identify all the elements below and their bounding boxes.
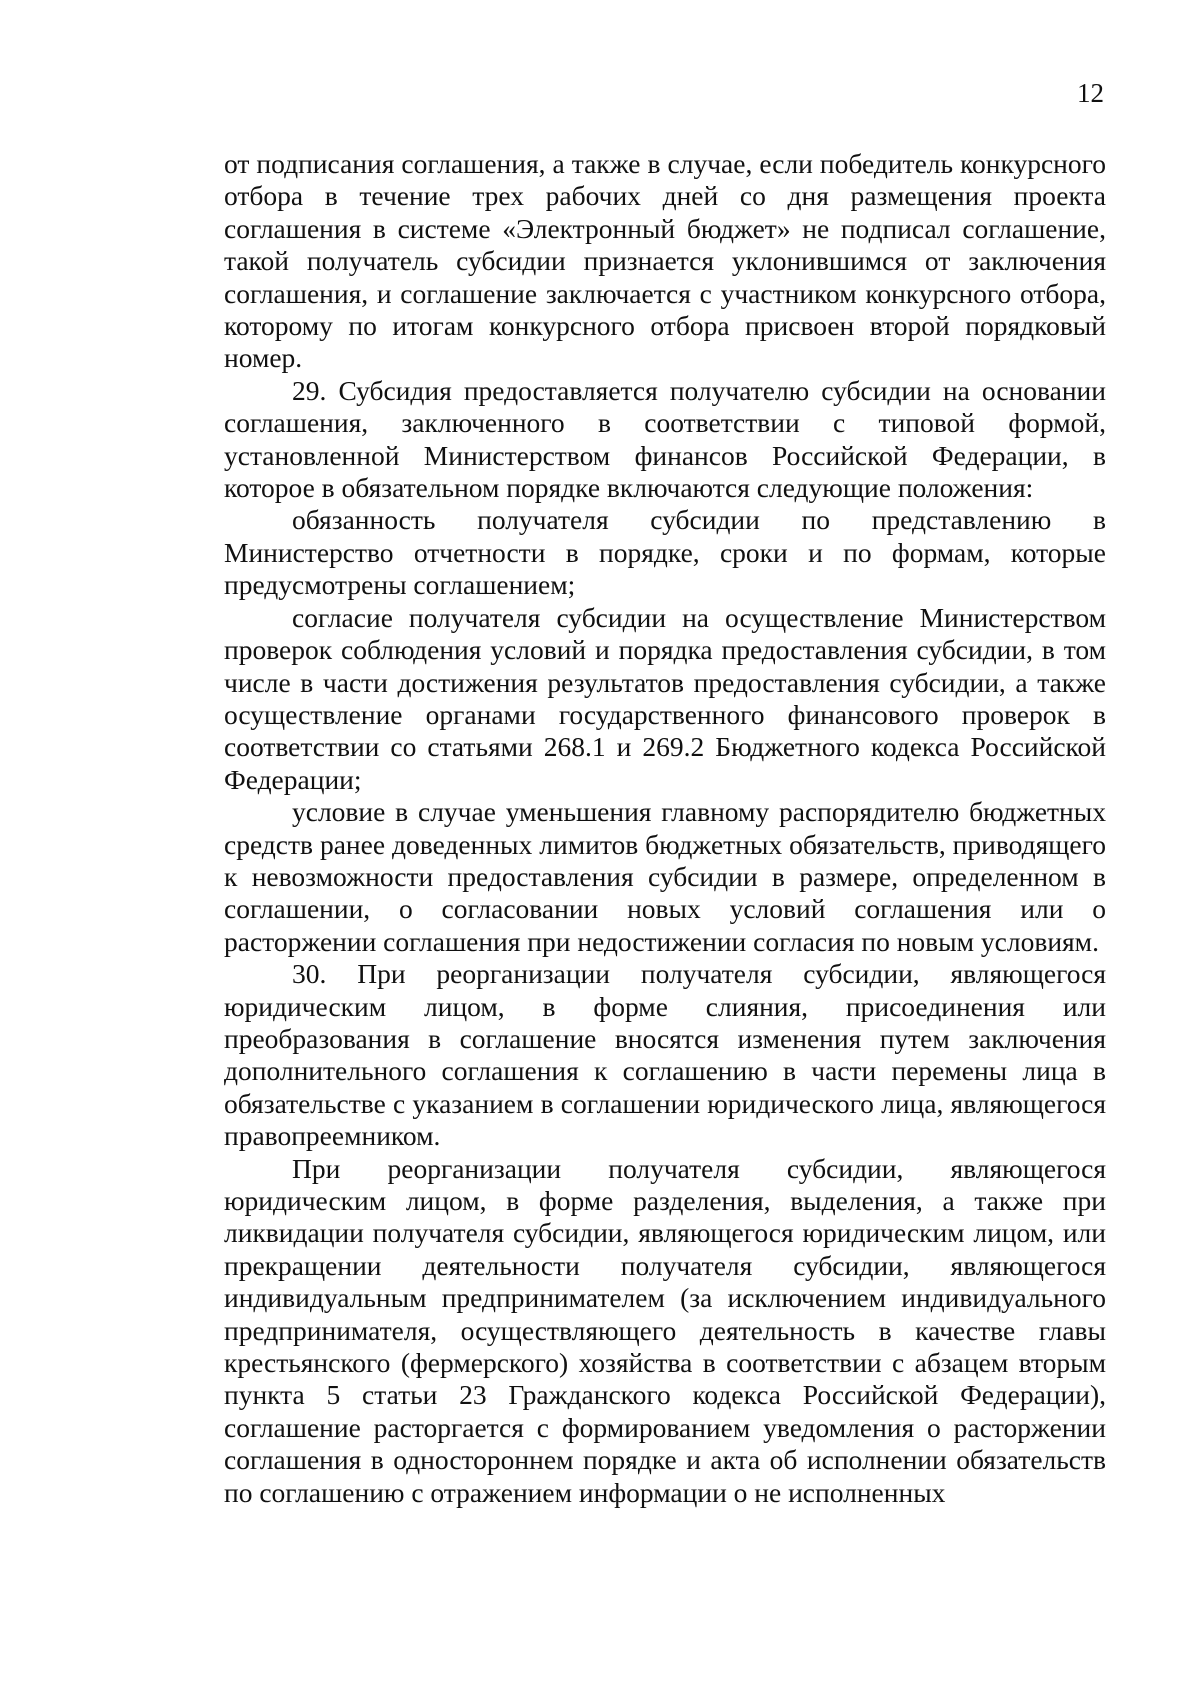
page-number: 12 — [1077, 78, 1104, 108]
paragraph-limits-reduction-condition: условие в случае уменьшения главному распорядителю бюджетных средств ранее доведенных лимитов бюджетных обязательств, приводящего к невозможности предоставления субсидии в размере, определенном в соглашении, о согласовании новых условий соглашения или о расторжении соглашения при недостижении согласия по новым условиям. — [224, 796, 1106, 957]
paragraph-inspection-consent: согласие получателя субсидии на осуществление Министерством проверок соблюдения условий и порядка предоставления субсидии, в том числе в части достижения результатов предоставления субсидии, а также осуществление органами государственного финансового проверок в соответствии со статьями 268.1 и 269.2 Бюджетного кодекса Российской Федерации; — [224, 601, 1106, 795]
paragraph-item-30: 30. При реорганизации получателя субсидии, являющегося юридическим лицом, в форме слияния, присоединения или преобразования в соглашение вносятся изменения путем заключения дополнительного соглашения к соглашению в части перемены лица в обязательстве с указанием в соглашении юридического лица, являющегося правопреемником. — [224, 958, 1106, 1152]
paragraph-continuation: от подписания соглашения, а также в случае, если победитель конкурсного отбора в течение трех рабочих дней со дня размещения проекта соглашения в системе «Электронный бюджет» не подписал соглашение, такой получатель субсидии признается уклонившимся от заключения соглашения, и соглашение заключается с участником конкурсного отбора, которому по итогам конкурсного отбора присвоен второй порядковый номер. — [224, 148, 1106, 374]
document-body — [224, 148, 1106, 1509]
paragraph-reorganization-termination: При реорганизации получателя субсидии, являющегося юридическим лицом, в форме разделения, выделения, а также при ликвидации получателя субсидии, являющегося юридическим лицом, или прекращении деятельности получателя субсидии, являющегося индивидуальным предпринимателем (за исключением индивидуального предпринимателя, осуществляющего деятельность в качестве главы крестьянского (фермерского) хозяйства в соответствии с абзацем вторым пункта 5 статьи 23 Гражданского кодекса Российской Федерации), соглашение расторгается с формированием уведомления о расторжении соглашения в одностороннем порядке и акта об исполнении обязательств по соглашению с отражением информации о не исполненных — [224, 1152, 1106, 1508]
paragraph-item-29: 29. Субсидия предоставляется получателю субсидии на основании соглашения, заключенного в соответствии с типовой формой, установленной Министерством финансов Российской Федерации, в которое в обязательном порядке включаются следующие положения: — [224, 374, 1106, 504]
paragraph-reporting-obligation: обязанность получателя субсидии по представлению в Министерство отчетности в порядке, сроки и по формам, которые предусмотрены соглашением; — [224, 504, 1106, 601]
